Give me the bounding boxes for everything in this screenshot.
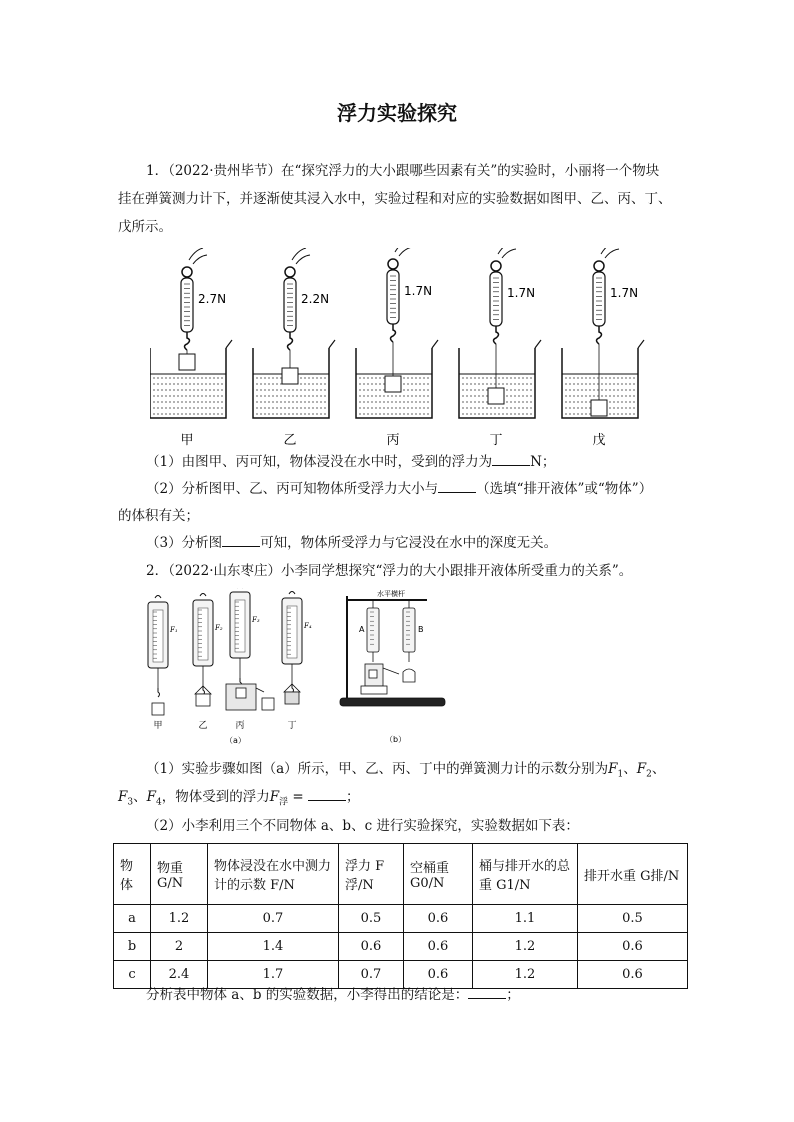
q2-sub2: （2）小李利用三个不同物体 a、b、c 进行实验探究，实验数据如下表：: [146, 818, 579, 834]
table-cell: 0.6: [578, 933, 688, 961]
q2-sub1-cont: $F_3$、$F_4$，物体受到的浮力$F_浮$ = ；: [118, 784, 688, 816]
block: [236, 688, 246, 698]
scale-body: [490, 272, 502, 326]
block: [282, 368, 298, 384]
beaker-spout: [226, 340, 232, 348]
table-cell: 0.6: [404, 961, 473, 989]
hook-icon: [158, 688, 160, 697]
q2-sub1: （1）实验步骤如图（a）所示，甲、乙、丙、丁中的弹簧测力计的示数分别为$F_1$、$F_2$、: [146, 761, 666, 780]
hand-icon: [292, 248, 310, 264]
table-cell: 0.6: [404, 905, 473, 933]
q2-intro: 2．（2022·山东枣庄）小李同学想探究“浮力的大小跟排开液体所受重力的关系”。: [146, 563, 633, 579]
spout: [256, 688, 264, 692]
ring-icon: [594, 261, 604, 271]
table-cell: 0.6: [404, 933, 473, 961]
q1-line-1: 1．（2022·贵州毕节）在“探究浮力的大小跟哪些因素有关”的实验时，小丽将一个物块: [146, 163, 660, 179]
table-header: 排开水重 G排/N: [578, 844, 688, 905]
answer-blank[interactable]: [438, 478, 476, 493]
spout: [383, 668, 399, 674]
table-header-row: [114, 844, 688, 905]
beaker-spout: [638, 340, 644, 348]
force-label: F₄: [304, 622, 312, 630]
figure-label: （b）: [385, 735, 407, 744]
table-cell: c: [114, 961, 151, 989]
reading-label: 2.2N: [301, 292, 330, 306]
scale-body: [387, 270, 399, 324]
table-cell: 0.7: [339, 961, 404, 989]
spring-scale-setup: [253, 248, 335, 448]
hook-icon: [391, 324, 396, 342]
q1-sub2-cont: 的体积有关；: [118, 508, 199, 524]
stand-base: [340, 698, 445, 706]
table-cell: 0.7: [208, 905, 339, 933]
table-cell: 0.6: [339, 933, 404, 961]
answer-blank[interactable]: [468, 984, 506, 999]
table-cell: 2.4: [151, 961, 208, 989]
ring-icon: [200, 594, 206, 597]
table-cell: 1.7: [208, 961, 339, 989]
figure-caption: 丁: [287, 721, 297, 731]
ring-icon: [388, 259, 398, 269]
spring-scale: [403, 608, 415, 652]
spring-scale-setup: [562, 248, 644, 448]
table-cell: 0.5: [339, 905, 404, 933]
hook-icon: [288, 332, 293, 350]
table-cell: 1.2: [151, 905, 208, 933]
table-cell: 1.2: [473, 933, 578, 961]
spring-scale: [193, 594, 223, 732]
catch-beaker: [262, 698, 274, 710]
table-header: 物重 G/N: [151, 844, 208, 905]
hook-icon: [185, 332, 190, 350]
table-row: [114, 933, 688, 961]
spring-scale: [282, 592, 312, 732]
table-header: 桶与排开水的总重 G1/N: [473, 844, 578, 905]
data-table: [113, 843, 688, 989]
answer-blank[interactable]: [222, 532, 260, 547]
figure-caption: 甲: [180, 433, 194, 448]
block: [488, 388, 504, 404]
figure-label: （a）: [225, 736, 246, 745]
spring-scale: [367, 608, 379, 652]
q1-sub2: （2）分析图甲、乙、丙可知物体所受浮力大小与 （选填“排开液体”或“物体”）: [118, 476, 688, 502]
q1-sub3: （3）分析图 可知，物体所受浮力与它浸没在水中的深度无关。: [118, 530, 688, 556]
block: [179, 354, 195, 370]
scale-body: [284, 278, 296, 332]
answer-blank[interactable]: [492, 451, 530, 466]
reading-label: 1.7N: [404, 284, 433, 298]
q2-figure-b: [335, 588, 450, 748]
table-cell: b: [114, 933, 151, 961]
hand-icon: [498, 248, 516, 258]
scale-body: [181, 278, 193, 332]
q1-sub1: （1）由图甲、丙可知，物体浸没在水中时，受到的浮力为 N；: [118, 449, 688, 475]
table-header: 空桶重 G0/N: [404, 844, 473, 905]
scale-label: A: [359, 625, 365, 634]
beaker-spout: [329, 340, 335, 348]
q1-line-3: 戊所示。: [118, 219, 172, 235]
block: [152, 703, 164, 715]
answer-blank[interactable]: [308, 786, 346, 801]
ring-icon: [285, 267, 295, 277]
figure-caption: 丙: [235, 721, 245, 731]
block: [385, 376, 401, 392]
beaker: [459, 348, 535, 418]
hand-icon: [601, 248, 619, 258]
hook-icon: [597, 326, 602, 344]
table-header: 浮力 F浮/N: [339, 844, 404, 905]
catch-bucket: [403, 669, 415, 682]
bucket: [285, 692, 299, 704]
table-header: 物体: [114, 844, 151, 905]
hand-icon: [395, 248, 413, 256]
scale-label: B: [418, 625, 424, 634]
hook-icon: [494, 326, 499, 344]
q2-figure-a: [140, 588, 350, 748]
table-cell: 2: [151, 933, 208, 961]
table-cell: 0.6: [578, 961, 688, 989]
block: [591, 400, 607, 416]
hand-icon: [189, 248, 207, 264]
table-cell: 1.4: [208, 933, 339, 961]
spring-scale-setup: [150, 248, 232, 448]
ring-icon: [155, 596, 161, 599]
figure-caption: 丙: [386, 433, 400, 448]
reading-label: 1.7N: [610, 286, 639, 300]
reading-label: 1.7N: [507, 286, 536, 300]
q1-line-2: 挂在弹簧测力计下，并逐渐使其浸入水中，实验过程和对应的实验数据如图甲、乙、丙、丁、: [118, 191, 672, 207]
figure-caption: 甲: [153, 721, 163, 731]
figure-caption: 乙: [198, 721, 208, 731]
figure-caption: 丁: [489, 433, 503, 448]
ring-icon: [182, 267, 192, 277]
q1-figure: [150, 248, 650, 448]
beaker-spout: [535, 340, 541, 348]
spring-scale-setup: [459, 248, 541, 448]
ring-icon: [491, 261, 501, 271]
table-cell: a: [114, 905, 151, 933]
table-row: [114, 905, 688, 933]
spring-scale-setup: [356, 248, 438, 448]
figure-caption: 乙: [283, 433, 297, 448]
page-title: 浮力实验探究: [337, 101, 457, 125]
beaker-spout: [432, 340, 438, 348]
rod-label: 水平横杆: [377, 590, 405, 598]
table-cell: 0.5: [578, 905, 688, 933]
scale-body: [593, 272, 605, 326]
bucket: [196, 694, 210, 706]
force-label: F₁: [170, 626, 178, 634]
force-label: F₂: [215, 624, 223, 632]
table-header: 物体浸没在水中测力计的示数 F/N: [208, 844, 339, 905]
reading-label: 2.7N: [198, 292, 227, 306]
figure-caption: 戊: [592, 433, 606, 448]
q2-conclusion: 分析表中物体 a、b 的实验数据，小李得出的结论是： ；: [118, 982, 688, 1008]
ring-icon: [289, 592, 295, 595]
force-label: F₃: [252, 616, 260, 624]
lift-platform: [361, 686, 387, 694]
block: [369, 670, 377, 678]
table-cell: 1.1: [473, 905, 578, 933]
table-cell: 1.2: [473, 961, 578, 989]
